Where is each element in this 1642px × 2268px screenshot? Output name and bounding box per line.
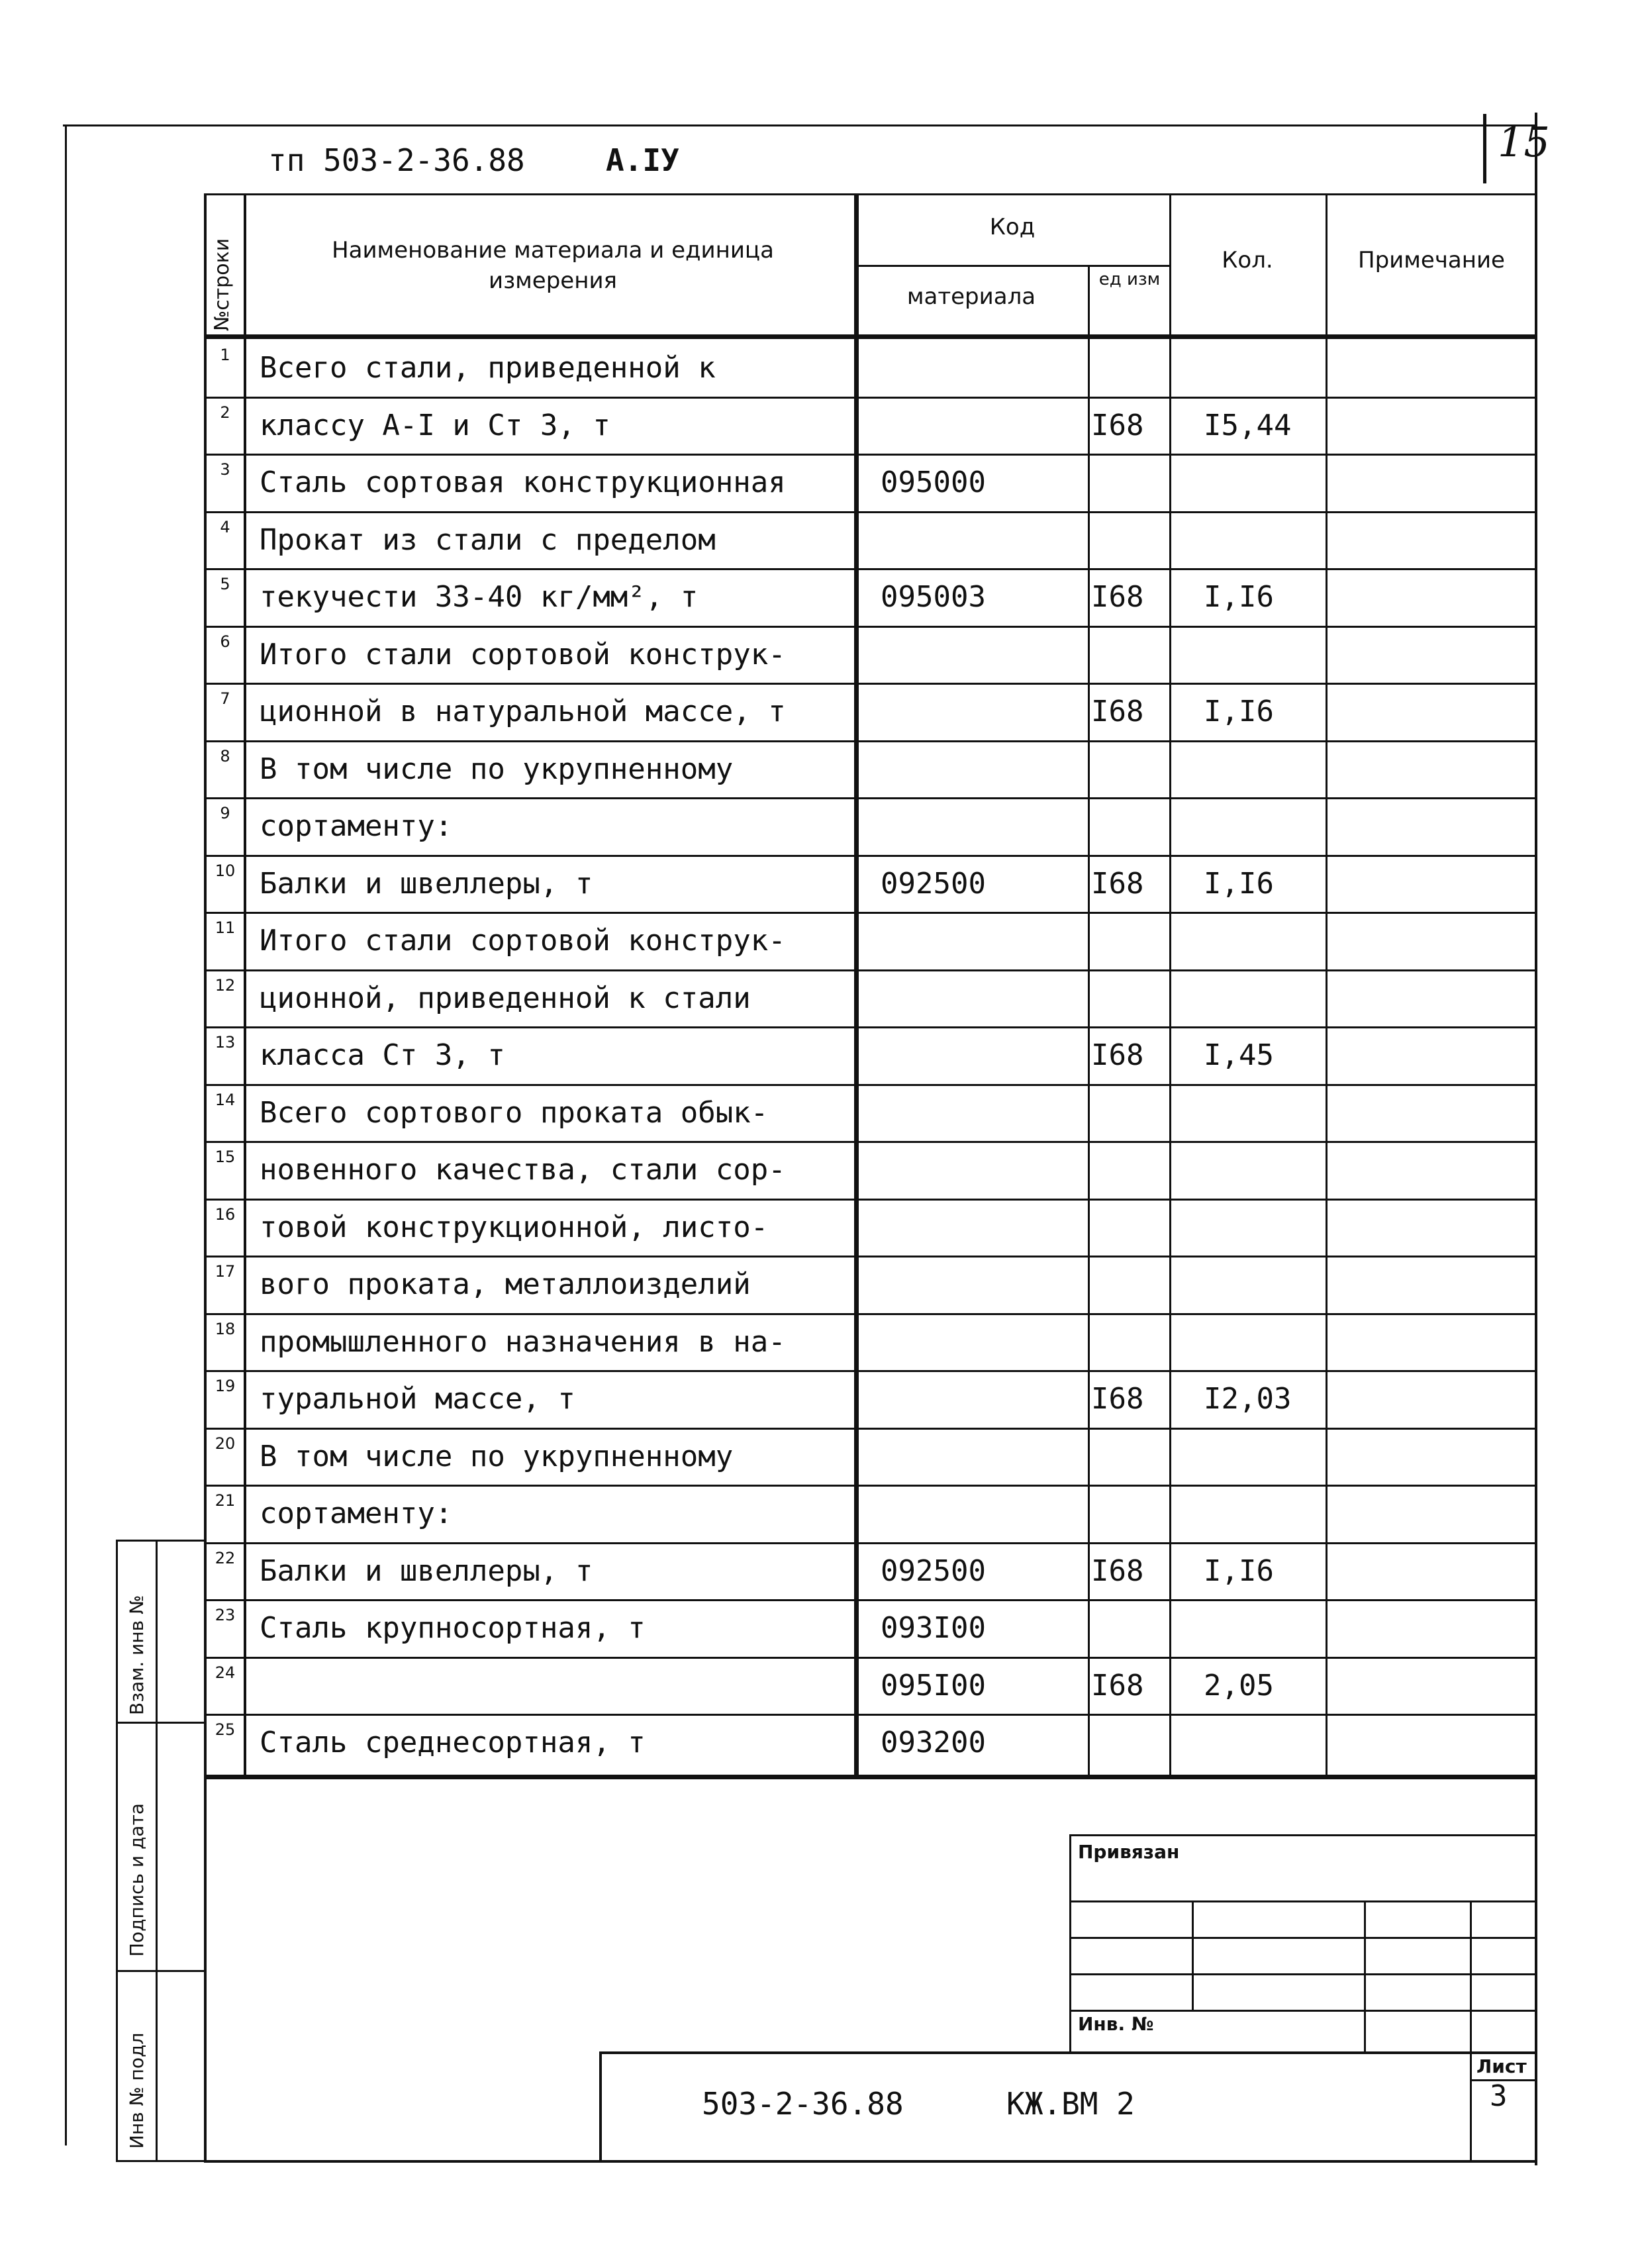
row-qty: I2,03 bbox=[1204, 1382, 1292, 1416]
tb-sheet-label: Лист bbox=[1476, 2055, 1527, 2077]
row-divider bbox=[204, 568, 1536, 570]
page-number: 15 bbox=[1498, 118, 1550, 166]
tb-grid-v1 bbox=[1192, 1900, 1194, 2010]
side-stamp-bottom bbox=[116, 2160, 204, 2162]
row-divider bbox=[204, 1313, 1536, 1315]
row-number: 17 bbox=[215, 1262, 236, 1281]
row-divider bbox=[204, 1485, 1536, 1487]
tb-grid-line-1 bbox=[1069, 1900, 1536, 1902]
row-name: сортаменту: bbox=[260, 809, 453, 843]
table-left-border bbox=[204, 193, 207, 2160]
row-unit: I68 bbox=[1091, 1382, 1144, 1416]
row-name: Всего сортового проката обык- bbox=[260, 1095, 769, 1130]
tb-inv-no: Инв. № bbox=[1078, 2013, 1154, 2035]
row-divider bbox=[204, 1714, 1536, 1716]
row-name: Сталь крупносортная, т bbox=[260, 1611, 646, 1645]
row-unit: I68 bbox=[1091, 1668, 1144, 1702]
row-divider bbox=[204, 912, 1536, 914]
side-stamp-inner bbox=[156, 1540, 158, 2162]
side-stamp-div1 bbox=[116, 1722, 204, 1724]
side-stamp-inv-podl: Инв № подл bbox=[126, 2032, 148, 2149]
row-divider bbox=[204, 1657, 1536, 1659]
header-material: материала bbox=[906, 283, 1036, 310]
row-divider bbox=[204, 969, 1536, 971]
tb-sheet-left bbox=[1470, 2051, 1472, 2161]
row-number: 15 bbox=[215, 1148, 236, 1166]
header-note: Примечание bbox=[1358, 247, 1505, 273]
row-number: 10 bbox=[215, 861, 236, 880]
row-number: 11 bbox=[215, 918, 236, 937]
row-number: 6 bbox=[220, 632, 230, 651]
row-unit: I68 bbox=[1091, 1553, 1144, 1588]
tb-privyazan: Привязан bbox=[1078, 1841, 1180, 1863]
row-unit: I68 bbox=[1091, 1038, 1144, 1072]
table-bottom-border bbox=[204, 1775, 1536, 1779]
row-material-code: 092500 bbox=[881, 1553, 986, 1588]
row-divider bbox=[204, 683, 1536, 685]
row-name: ционной в натуральной массе, т bbox=[260, 695, 786, 728]
top-frame-line bbox=[63, 124, 1536, 126]
row-number: 23 bbox=[215, 1606, 236, 1624]
row-unit: I68 bbox=[1091, 695, 1144, 728]
row-number: 16 bbox=[215, 1205, 236, 1224]
col-line-note bbox=[1326, 193, 1328, 1776]
row-divider bbox=[204, 1084, 1536, 1086]
row-number: 24 bbox=[215, 1663, 236, 1682]
row-name: туральной массе, т bbox=[260, 1382, 575, 1416]
row-number: 22 bbox=[215, 1548, 236, 1567]
row-name: Итого стали сортовой конструк- bbox=[260, 924, 786, 958]
row-divider bbox=[204, 397, 1536, 399]
row-unit: I68 bbox=[1091, 580, 1144, 614]
row-qty: I,I6 bbox=[1204, 580, 1274, 614]
header-bottom-border bbox=[204, 334, 1536, 339]
row-number: 8 bbox=[220, 746, 230, 765]
col-line-unit bbox=[1088, 265, 1090, 1776]
doc-header-code: тп 503-2-36.88 bbox=[268, 142, 525, 178]
side-stamp-top bbox=[116, 1540, 204, 1542]
side-stamp-sign-date: Подпись и дата bbox=[126, 1803, 148, 1957]
row-name: Итого стали сортовой конструк- bbox=[260, 637, 786, 671]
row-unit: I68 bbox=[1091, 408, 1144, 442]
row-number: 21 bbox=[215, 1491, 236, 1510]
row-number: 13 bbox=[215, 1033, 236, 1052]
tb-main-left bbox=[599, 2051, 602, 2161]
row-name: новенного качества, стали сор- bbox=[260, 1153, 786, 1187]
row-number: 14 bbox=[215, 1090, 236, 1109]
row-name: Сталь сортовая конструкционная bbox=[260, 466, 786, 499]
row-divider bbox=[204, 1428, 1536, 1430]
row-number: 2 bbox=[220, 403, 230, 422]
row-name: вого проката, металлоизделий bbox=[260, 1267, 751, 1301]
side-stamp-inv-vzam: Взам. инв № bbox=[126, 1595, 148, 1715]
header-qty: Кол. bbox=[1222, 247, 1273, 273]
row-divider bbox=[204, 1599, 1536, 1601]
col-line-rownum bbox=[244, 193, 246, 1776]
side-stamp-outer-left bbox=[116, 1540, 118, 2162]
row-name: товой конструкционной, листо- bbox=[260, 1210, 769, 1244]
row-material-code: 093I00 bbox=[881, 1611, 986, 1645]
left-frame-line bbox=[65, 126, 67, 2145]
row-name: сортаменту: bbox=[260, 1497, 453, 1530]
row-name: промышленного назначения в на- bbox=[260, 1324, 786, 1359]
row-qty: 2,05 bbox=[1204, 1668, 1274, 1702]
header-row-number: №строки bbox=[211, 238, 234, 331]
row-material-code: 095003 bbox=[881, 580, 986, 614]
row-number: 25 bbox=[215, 1720, 236, 1739]
row-qty: I,I6 bbox=[1204, 695, 1274, 728]
table-top-border bbox=[204, 193, 1536, 195]
row-material-code: 092500 bbox=[881, 866, 986, 901]
header-unit: ед изм bbox=[1098, 270, 1161, 289]
row-divider bbox=[204, 740, 1536, 742]
side-stamp-div2 bbox=[116, 1970, 204, 1972]
row-divider bbox=[204, 1026, 1536, 1028]
row-name: В том числе по укрупненному bbox=[260, 1439, 734, 1473]
row-material-code: 095I00 bbox=[881, 1668, 986, 1702]
tb-doc-code: 503-2-36.88 bbox=[702, 2086, 904, 2122]
tb-privyazan-top bbox=[1069, 1834, 1536, 1836]
tb-left bbox=[1069, 1834, 1071, 2053]
row-name: ционной, приведенной к стали bbox=[260, 981, 751, 1015]
col-line-material bbox=[854, 193, 859, 1776]
page-number-divider bbox=[1483, 114, 1486, 183]
row-divider bbox=[204, 626, 1536, 628]
row-qty: I,I6 bbox=[1204, 1553, 1274, 1588]
row-divider bbox=[204, 454, 1536, 456]
row-number: 9 bbox=[220, 804, 230, 822]
row-divider bbox=[204, 1199, 1536, 1201]
row-qty: I,45 bbox=[1204, 1038, 1274, 1072]
row-divider bbox=[204, 1542, 1536, 1544]
header-code: Код bbox=[989, 214, 1036, 240]
row-number: 7 bbox=[220, 689, 230, 708]
right-frame-line bbox=[1535, 113, 1537, 2165]
doc-header-album: А.IУ bbox=[606, 142, 679, 178]
row-material-code: 095000 bbox=[881, 466, 986, 499]
row-number: 20 bbox=[215, 1434, 236, 1453]
tb-sheet-number: 3 bbox=[1490, 2079, 1508, 2113]
tb-grid-line-2 bbox=[1069, 1937, 1536, 1939]
row-number: 12 bbox=[215, 975, 236, 995]
row-divider bbox=[204, 1370, 1536, 1372]
row-name: Всего стали, приведенной к bbox=[260, 351, 716, 385]
row-divider bbox=[204, 797, 1536, 799]
row-divider bbox=[204, 1256, 1536, 1257]
row-divider bbox=[204, 511, 1536, 513]
row-number: 1 bbox=[220, 346, 230, 364]
header-name: Наименование материала и единица измерения bbox=[332, 237, 774, 294]
tb-grid-v3 bbox=[1470, 1900, 1472, 2053]
row-qty: I,I6 bbox=[1204, 866, 1274, 901]
row-qty: I5,44 bbox=[1204, 408, 1292, 442]
tb-mark: КЖ.ВМ 2 bbox=[1006, 2086, 1135, 2122]
tb-grid-line-3 bbox=[1069, 1973, 1536, 1975]
row-divider bbox=[204, 1141, 1536, 1143]
row-name: Прокат из стали с пределом bbox=[260, 522, 716, 557]
row-divider bbox=[204, 855, 1536, 857]
row-number: 3 bbox=[220, 460, 230, 479]
row-name: класса Ст 3, т bbox=[260, 1038, 505, 1072]
row-number: 18 bbox=[215, 1319, 236, 1338]
row-name: В том числе по укрупненному bbox=[260, 752, 734, 786]
tb-grid-v2 bbox=[1364, 1900, 1366, 2053]
row-unit: I68 bbox=[1091, 866, 1144, 901]
code-subheader-line bbox=[854, 265, 1169, 267]
row-number: 5 bbox=[220, 575, 230, 593]
row-name: Балки и швеллеры, т bbox=[260, 866, 593, 901]
row-name: Сталь среднесортная, т bbox=[260, 1726, 646, 1759]
col-line-qty bbox=[1169, 193, 1171, 1776]
tb-main-bottom bbox=[204, 2160, 1536, 2163]
row-name: классу А-I и Ст 3, т bbox=[260, 408, 610, 442]
row-number: 19 bbox=[215, 1377, 236, 1395]
row-number: 4 bbox=[220, 517, 230, 536]
tb-main-top bbox=[599, 2051, 1536, 2054]
tb-grid-line-4 bbox=[1069, 2010, 1536, 2012]
row-name: текучести 33-40 кг/мм², т bbox=[260, 580, 699, 614]
row-material-code: 093200 bbox=[881, 1726, 986, 1759]
row-name: Балки и швеллеры, т bbox=[260, 1553, 593, 1588]
